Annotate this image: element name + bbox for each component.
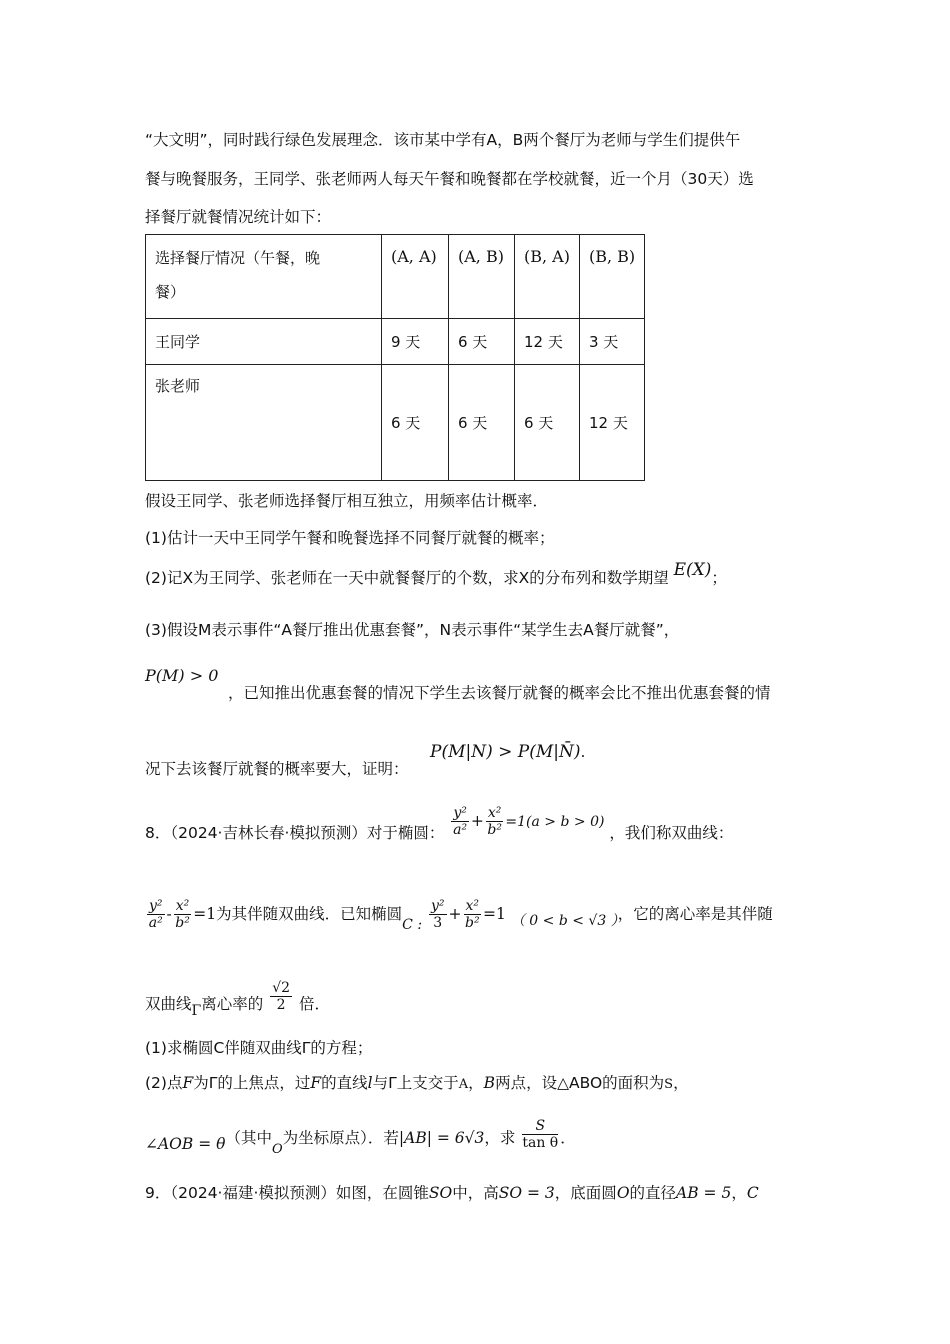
table-row xyxy=(146,319,645,365)
q8-line2: $\frac{\text{y²}}{\text{a²}}$ - $\frac{\text{x²}}{\text{b²}}$ =1为其伴随双曲线．已知椭圆C : $\frac{\text{y²}}{3}$ + $\frac{\text{x²}}{\text{b²}}$ =1 （ 0 < b < √3 ），它的离心率是其伴随 xyxy=(148,898,773,933)
ellipse-condition: =1(a > b > 0) xyxy=(505,814,605,830)
ellipse-c-term-y: $\frac{\text{y²}}{3}$ xyxy=(431,898,445,931)
intro-line-3: 择餐厅就餐情况统计如下： xyxy=(145,208,332,226)
intro-line-2: 餐与晚餐服务，王同学、张老师两人每天午餐和晚餐都在学校就餐，近一个月（30天）选 xyxy=(145,170,754,188)
header-pair-ab: (A, B) xyxy=(449,235,515,319)
sqrt2-over-2: $\frac{√2}{2}$ xyxy=(272,980,291,1013)
cell-value: 12 天 xyxy=(580,365,645,481)
hyper-eq: =1 xyxy=(193,905,217,923)
q8-part2: (2)点F为Γ的上焦点，过F的直线l与Γ上支交于A，B两点，设△ABO的面积为S， xyxy=(145,1074,689,1092)
header-pair-aa: (A, A) xyxy=(382,235,449,319)
row-name: 王同学 xyxy=(146,319,382,365)
intro-line-1: “大文明”，同时践行绿色发展理念．该市某中学有A，B两个餐厅为老师与学生们提供午 xyxy=(145,131,741,149)
q7-assumption: 假设王同学、张老师选择餐厅相互独立，用频率估计概率． xyxy=(145,492,549,510)
ellipse-c-eq: =1 xyxy=(483,905,506,923)
meal-statistics-table xyxy=(145,234,645,481)
q8-part2-cont: ∠AOB = θ（其中$_O$为坐标原点）．若|AB| = 6√3，求 $\frac{S}{\text{tan θ}}$ ． xyxy=(145,1118,576,1157)
header-pair-bb: (B, B) xyxy=(580,235,645,319)
condition-formula: P(M) > 0 xyxy=(145,666,219,685)
header-pair-ba: (B, A) xyxy=(515,235,580,319)
q8-line3: 双曲线Γ离心率的 $\frac{√2}{2}$ 倍． xyxy=(145,980,330,1019)
q8-lead: 8．（2024·吉林长春·模拟预测）对于椭圆： xyxy=(145,824,445,842)
q8-part1: (1)求椭圆C伴随双曲线Γ的方程； xyxy=(145,1039,373,1057)
ellipse-c-term-x: $\frac{\text{x²}}{\text{b²}}$ xyxy=(465,898,480,931)
ellipse-c-label: C : xyxy=(402,917,423,933)
q9-lead-line: 9．（2024·福建·模拟预测）如图，在圆锥SO中，高SO = 3，底面圆O的直径AB = 5，C xyxy=(145,1184,759,1202)
cell-value: 6 天 xyxy=(449,365,515,481)
q7-part3-condition xyxy=(145,666,218,685)
q7-part3-last: 况下去该餐厅就餐的概率要大，证明： xyxy=(145,760,409,778)
q7-part2: (2)记X为王同学、张老师在一天中就餐餐厅的个数，求X的分布列和数学期望 E(X)； xyxy=(145,560,727,587)
row-name: 张老师 xyxy=(146,365,382,481)
ellipse-term-x: $\frac{\text{x²}}{\text{b²}}$ xyxy=(487,805,502,838)
hyper-term-x: $\frac{\text{x²}}{\text{b²}}$ xyxy=(175,898,190,931)
angle-formula: ∠AOB = θ xyxy=(145,1135,226,1153)
header-label-line1: 选择餐厅情况（午餐，晚 xyxy=(155,249,321,267)
cell-value: 6 天 xyxy=(515,365,580,481)
ab-length-formula: |AB| = 6√3 xyxy=(398,1129,485,1147)
q7-proof-formula: P(M|N) > P(M|N̄). xyxy=(430,742,586,762)
q8-lead-line: 8．（2024·吉林长春·模拟预测）对于椭圆： $\frac{\text{y²}}{\text{a²}}$ + $\frac{\text{x²}}{\text{b²}}$ =1(a > b > 0) ，我们称双曲线： xyxy=(145,805,734,842)
s-over-tan-theta: $\frac{S}{\text{tan θ}}$ xyxy=(522,1118,559,1151)
cell-value: 6 天 xyxy=(449,319,515,365)
gamma-symbol: Γ xyxy=(191,1003,202,1019)
cell-value: 6 天 xyxy=(382,365,449,481)
table-header-row xyxy=(146,235,645,319)
expectation-formula: E(X) xyxy=(673,560,712,580)
table-header-label xyxy=(146,235,382,319)
cell-value: 9 天 xyxy=(382,319,449,365)
q7-part3-continued: ，已知推出优惠套餐的情况下学生去该餐厅就餐的概率会比不推出优惠套餐的情 xyxy=(228,684,771,702)
b-range: （ 0 < b < √3 ） xyxy=(510,913,618,929)
header-label-line2: 餐） xyxy=(155,283,186,301)
table-row xyxy=(146,365,645,481)
ellipse-term-y: $\frac{\text{y²}}{\text{a²}}$ xyxy=(453,805,468,838)
q7-part1: (1)估计一天中王同学午餐和晚餐选择不同餐厅就餐的概率； xyxy=(145,529,555,547)
cell-value: 3 天 xyxy=(580,319,645,365)
q8-tail: ，我们称双曲线： xyxy=(609,824,734,842)
hyper-term-y: $\frac{\text{y²}}{\text{a²}}$ xyxy=(148,898,163,931)
q7-part3: (3)假设M表示事件“A餐厅推出优惠套餐”，N表示事件“某学生去A餐厅就餐”， xyxy=(145,621,680,639)
cell-value: 12 天 xyxy=(515,319,580,365)
